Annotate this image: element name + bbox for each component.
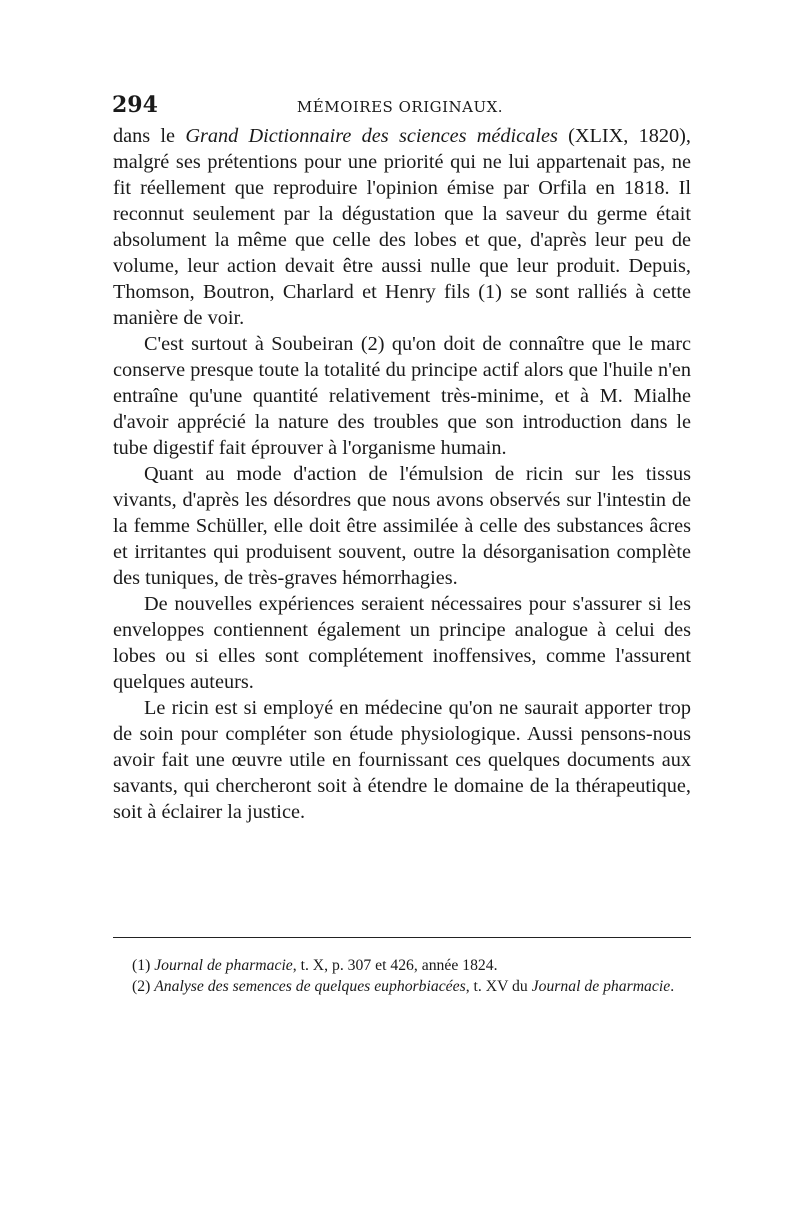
paragraph-3: Quant au mode d'action de l'émulsion de ricin sur les tissus vivants, d'après les désordres que nous avons observés sur l'intestin de la femme Schüller, elle doit être assimilée à celle des substances âcres et irritantes qui produisent souvent, outre la désorganisation complète des tuniques, de très-graves hémorrhagies. <box>113 463 691 589</box>
paragraph-4: De nouvelles expériences seraient nécessaires pour s'assurer si les enveloppes contiennent également un principe analogue à celui des lobes ou si elles sont complétement inoffensives, comme l'assurent quelques auteurs. <box>113 593 691 693</box>
paragraph-1-text-c: (XLIX, 1820), malgré ses prétentions pour une priorité qui ne lui appartenait pas, ne fit réellement que reproduire l'opinion émise par Orfila en 1818. Il reconnut seulement par la dégustation que la saveur du germe était absolument la même que celle des lobes et que, d'après leur peu de volume, leur action devait être aussi nulle que leur produit. Depuis, Thomson, Boutron, Charlard et Henry fils (1) se sont ralliés à cette manière de voir. <box>113 125 691 329</box>
footnote-2-title: Analyse des semences de quelques euphorbiacées <box>154 978 466 995</box>
footnote-2-ref: , t. XV du <box>465 978 532 995</box>
footnote-divider <box>113 937 691 938</box>
footnote-2-journal: Journal de pharmacie <box>531 978 671 995</box>
page-header <box>112 92 688 122</box>
footnotes <box>113 955 691 997</box>
footnote-1 <box>113 955 691 976</box>
paragraph-2: C'est surtout à Soubeiran (2) qu'on doit de connaître que le marc conserve presque toute la totalité du principe actif alors que l'huile n'en entraîne qu'une quantité relativement très-minime, et à M. Mialhe d'avoir apprécié la nature des troubles que son introduction dans le tube digestif fait éprouver à l'organisme humain. <box>113 333 691 459</box>
footnote-2-marker: (2) <box>132 978 155 995</box>
body-text <box>113 123 691 825</box>
footnote-1-journal: Journal de pharmacie <box>154 957 293 974</box>
footnote-2 <box>113 976 691 997</box>
footnote-1-marker: (1) <box>132 957 155 974</box>
paragraph-1-italic-title: Grand Dictionnaire des sciences médicales <box>185 125 558 147</box>
footnote-2-end: . <box>670 978 675 995</box>
paragraph-5: Le ricin est si employé en médecine qu'on ne saurait apporter trop de soin pour compléter son étude physiologique. Aussi pensons-nous avoir fait une œuvre utile en fournissant ces quelques documents aux savants, qui chercheront soit à étendre le domaine de la thérapeutique, soit à éclairer la justice. <box>113 697 691 823</box>
footnote-1-ref: , t. X, p. 307 et 426, année 1824. <box>292 957 498 974</box>
paragraph-1-text-a: dans le <box>113 125 186 147</box>
page-number: 294 <box>112 92 158 118</box>
running-head: MÉMOIRES ORIGINAUX. <box>296 98 504 116</box>
paragraph-1 <box>113 123 691 331</box>
